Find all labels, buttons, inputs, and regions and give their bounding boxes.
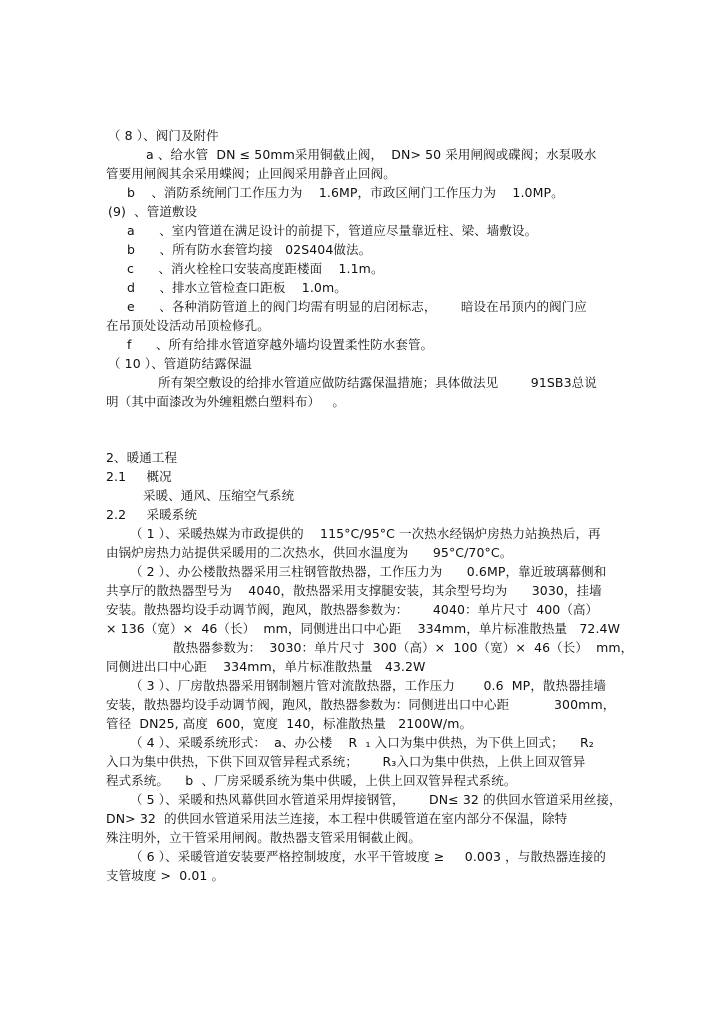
paragraph-line: 支管坡度 > 0.01 。 bbox=[106, 868, 225, 883]
paragraph-line: 管径 DN25, 高度 600，宽度 140，标准散热量 2100W/m。 bbox=[106, 716, 473, 731]
paragraph-line: 同侧进出口中心距 334mm，单片标准散热量 43.2W bbox=[106, 659, 426, 674]
heading-pipe-laying: (9) 、管道敷设 bbox=[108, 204, 198, 219]
paragraph-line: 安装。散热器均设手动调节阀，跑风，散热器参数为： 4040：单片尺寸 400（高） bbox=[106, 602, 599, 617]
subsection-heading: 2.1 概况 bbox=[106, 469, 172, 484]
subsection-heading: 2.2 采暖系统 bbox=[106, 507, 197, 522]
heading-insulation: （ 10 ）、管道防结露保温 bbox=[108, 356, 253, 371]
paragraph-line: a 、室内管道在满足设计的前提下，管道应尽量靠近柱、梁、墙敷设。 bbox=[127, 223, 538, 238]
paragraph-line: c 、消火栓栓口安装高度距楼面 1.1m。 bbox=[127, 261, 384, 276]
paragraph-line: （ 4 ）、采暖系统形式： a、办公楼 R ₁ 入口为集中供热，为下供上回式； R₂ bbox=[130, 735, 594, 750]
paragraph-line: 安装，散热器均设手动调节阀，跑风，散热器参数为：同侧进出口中心距 300mm， bbox=[106, 697, 616, 712]
paragraph-line: （ 1 ）、采暖热媒为市政提供的 115°C/95°C 一次热水经锅炉房热力站换热后，再 bbox=[130, 526, 601, 541]
paragraph-line: a 、给水管 DN ≤ 50mm采用铜截止阀， DN> 50 采用闸阀或碟阀；水泵吸水 bbox=[146, 147, 597, 162]
paragraph-line: 在吊顶处设活动吊顶检修孔。 bbox=[106, 318, 270, 333]
paragraph-line: 明（其中面漆改为外缠粗燃白塑料布） 。 bbox=[106, 394, 346, 409]
paragraph-line: 采暖、通风、压缩空气系统 bbox=[143, 488, 295, 503]
paragraph-line: 所有架空敷设的给排水管道应做防结露保温措施；具体做法见 91SB3总说 bbox=[158, 375, 597, 390]
paragraph-line: d 、排水立管检查口距板 1.0m。 bbox=[127, 280, 347, 295]
heading-valves: （ 8 ）、阀门及附件 bbox=[108, 128, 219, 143]
paragraph-line: 共享厅的散热器型号为 4040，散热器采用支撑腿安装，其余型号均为 3030，挂墙 bbox=[106, 583, 602, 598]
paragraph-line: DN> 32 的供回水管道采用法兰连接，本工程中供暖管道在室内部分不保温，除特 bbox=[106, 811, 568, 826]
paragraph-line: 程式系统。 b 、厂房采暖系统为集中供暖，上供上回双管异程式系统。 bbox=[106, 773, 517, 788]
paragraph-line: e 、各种消防管道上的阀门均需有明显的启闭标志， 暗设在吊顶内的阀门应 bbox=[127, 299, 587, 314]
section-heading-hvac: 2、暖通工程 bbox=[106, 450, 178, 465]
paragraph-line: 由锅炉房热力站提供采暖用的二次热水，供回水温度为 95°C/70°C。 bbox=[106, 545, 513, 560]
paragraph-line: 入口为集中供热，下供下回双管异程式系统； R₃入口为集中供热，上供上回双管异 bbox=[106, 754, 586, 769]
paragraph-line: （ 5 ）、采暖和热风幕供回水管道采用焊接钢管， DN≤ 32 的供回水管道采用丝接， bbox=[130, 792, 622, 807]
paragraph-line: f 、所有给排水管道穿越外墙均设置柔性防水套管。 bbox=[127, 337, 434, 352]
paragraph-line: 管要用闸阀其余采用蝶阀；止回阀采用静音止回阀。 bbox=[106, 166, 396, 181]
paragraph-line: × 136（宽）× 46（长） mm，同侧进出口中心距 334mm，单片标准散热量 72.4W bbox=[106, 621, 621, 636]
paragraph-line: （ 3 ）、厂房散热器采用钢制翘片管对流散热器，工作压力 0.6 MP，散热器挂墙 bbox=[130, 678, 606, 693]
paragraph-line: （ 6 ）、采暖管道安装要严格控制坡度，水平干管坡度 ≥ 0.003 ，与散热器连接的 bbox=[130, 849, 606, 864]
paragraph-line: 散热器参数为： 3030：单片尺寸 300（高）× 100（宽）× 46（长） mm， bbox=[173, 640, 634, 655]
paragraph-line: b 、所有防水套管均接 02S404做法。 bbox=[127, 242, 372, 257]
paragraph-line: b 、消防系统闸门工作压力为 1.6MP，市政区闸门工作压力为 1.0MP。 bbox=[127, 185, 564, 200]
paragraph-line: 殊注明外，立干管采用闸阀。散热器支管采用铜截止阀。 bbox=[106, 830, 422, 845]
paragraph-line: （ 2 ）、办公楼散热器采用三柱钢管散热器，工作压力为 0.6MP，靠近玻璃幕侧和 bbox=[130, 564, 607, 579]
